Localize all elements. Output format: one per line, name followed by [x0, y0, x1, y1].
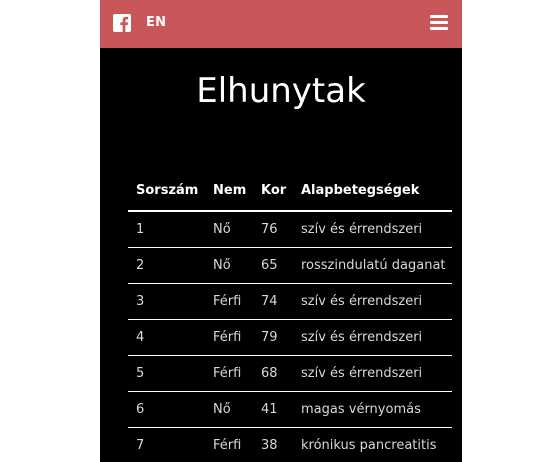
- cell-kor: 68: [261, 356, 301, 392]
- cell-kor: 76: [261, 211, 301, 248]
- table-row: [128, 211, 452, 248]
- hamburger-menu-icon[interactable]: [430, 15, 448, 30]
- cell-alapbetegsegek: szív és érrendszeri: [301, 356, 452, 392]
- cell-nem: Férfi: [213, 356, 261, 392]
- cell-nem: Férfi: [213, 320, 261, 356]
- table-row: [128, 428, 452, 462]
- table-header-row: [128, 180, 452, 211]
- facebook-icon[interactable]: [113, 14, 131, 32]
- language-switch-link[interactable]: EN: [146, 15, 167, 30]
- cell-alapbetegsegek: krónikus pancreatitis: [301, 428, 452, 462]
- cell-sorszam: 2: [128, 248, 213, 284]
- mobile-viewport: [100, 0, 462, 462]
- cell-sorszam: 7: [128, 428, 213, 462]
- cell-nem: Nő: [213, 211, 261, 248]
- cell-alapbetegsegek: magas vérnyomás: [301, 392, 452, 428]
- cell-alapbetegsegek: szív és érrendszeri: [301, 320, 452, 356]
- cell-sorszam: 5: [128, 356, 213, 392]
- column-header-kor: Kor: [261, 180, 301, 211]
- cell-alapbetegsegek: szív és érrendszeri: [301, 211, 452, 248]
- table-row: [128, 320, 452, 356]
- cell-nem: Nő: [213, 248, 261, 284]
- cell-alapbetegsegek: rosszindulatú daganat: [301, 248, 452, 284]
- cell-sorszam: 3: [128, 284, 213, 320]
- cell-kor: 79: [261, 320, 301, 356]
- column-header-sorszam: Sorszám: [128, 180, 213, 211]
- table-row: [128, 356, 452, 392]
- cell-sorszam: 6: [128, 392, 213, 428]
- cell-alapbetegsegek: szív és érrendszeri: [301, 284, 452, 320]
- column-header-nem: Nem: [213, 180, 261, 211]
- cell-kor: 41: [261, 392, 301, 428]
- deceased-table: [128, 180, 452, 462]
- table-row: [128, 392, 452, 428]
- cell-nem: Nő: [213, 392, 261, 428]
- top-navigation-bar: [100, 0, 462, 48]
- cell-nem: Férfi: [213, 428, 261, 462]
- cell-sorszam: 1: [128, 211, 213, 248]
- cell-nem: Férfi: [213, 284, 261, 320]
- cell-kor: 65: [261, 248, 301, 284]
- cell-kor: 38: [261, 428, 301, 462]
- table-row: [128, 284, 452, 320]
- cell-sorszam: 4: [128, 320, 213, 356]
- cell-kor: 74: [261, 284, 301, 320]
- table-row: [128, 248, 452, 284]
- column-header-alapbetegsegek: Alapbetegségek: [301, 180, 452, 211]
- page-title: Elhunytak: [196, 70, 366, 111]
